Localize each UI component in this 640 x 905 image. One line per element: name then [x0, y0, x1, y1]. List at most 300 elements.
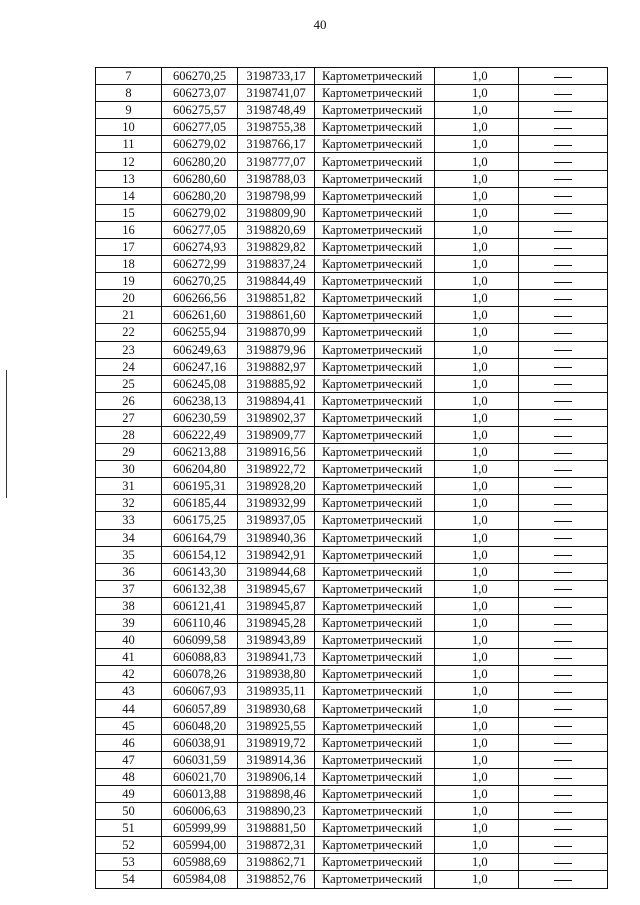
- dash-mark: [554, 128, 572, 129]
- dash-mark: [554, 77, 572, 78]
- method-cell: Картометрический: [315, 597, 435, 614]
- coordinates-table-body: [96, 68, 608, 889]
- dash-cell: [519, 204, 608, 221]
- method-cell: Картометрический: [315, 717, 435, 734]
- accuracy-cell: 1,0: [435, 649, 519, 666]
- point-number-cell: 20: [96, 290, 162, 307]
- accuracy-cell: 1,0: [435, 700, 519, 717]
- point-number-cell: 40: [96, 632, 162, 649]
- table-row: [96, 68, 608, 85]
- dash-cell: [519, 290, 608, 307]
- point-number-cell: 48: [96, 768, 162, 785]
- y-coordinate-cell: 3198941,73: [238, 649, 315, 666]
- x-coordinate-cell: 606204,80: [162, 461, 238, 478]
- accuracy-cell: 1,0: [435, 666, 519, 683]
- method-cell: Картометрический: [315, 85, 435, 102]
- dash-mark: [554, 658, 572, 659]
- dash-mark: [554, 692, 572, 693]
- y-coordinate-cell: 3198945,87: [238, 597, 315, 614]
- accuracy-cell: 1,0: [435, 478, 519, 495]
- dash-cell: [519, 529, 608, 546]
- accuracy-cell: 1,0: [435, 290, 519, 307]
- table-row: [96, 136, 608, 153]
- method-cell: Картометрический: [315, 461, 435, 478]
- dash-cell: [519, 666, 608, 683]
- method-cell: Картометрический: [315, 170, 435, 187]
- table-row: [96, 632, 608, 649]
- accuracy-cell: 1,0: [435, 273, 519, 290]
- table-row: [96, 529, 608, 546]
- dash-cell: [519, 597, 608, 614]
- x-coordinate-cell: 606272,99: [162, 256, 238, 273]
- dash-mark: [554, 641, 572, 642]
- dash-cell: [519, 375, 608, 392]
- point-number-cell: 41: [96, 649, 162, 666]
- dash-mark: [554, 743, 572, 744]
- dash-cell: [519, 461, 608, 478]
- method-cell: Картометрический: [315, 273, 435, 290]
- dash-mark: [554, 709, 572, 710]
- dash-cell: [519, 324, 608, 341]
- point-number-cell: 50: [96, 803, 162, 820]
- y-coordinate-cell: 3198902,37: [238, 409, 315, 426]
- accuracy-cell: 1,0: [435, 307, 519, 324]
- table-row: [96, 273, 608, 290]
- point-number-cell: 39: [96, 615, 162, 632]
- dash-mark: [554, 880, 572, 881]
- point-number-cell: 18: [96, 256, 162, 273]
- dash-cell: [519, 837, 608, 854]
- point-number-cell: 43: [96, 683, 162, 700]
- table-row: [96, 358, 608, 375]
- dash-mark: [554, 333, 572, 334]
- y-coordinate-cell: 3198741,07: [238, 85, 315, 102]
- table-row: [96, 700, 608, 717]
- table-row: [96, 546, 608, 563]
- dash-mark: [554, 265, 572, 266]
- accuracy-cell: 1,0: [435, 751, 519, 768]
- y-coordinate-cell: 3198798,99: [238, 187, 315, 204]
- table-row: [96, 563, 608, 580]
- accuracy-cell: 1,0: [435, 102, 519, 119]
- x-coordinate-cell: 606078,26: [162, 666, 238, 683]
- point-number-cell: 34: [96, 529, 162, 546]
- table-row: [96, 666, 608, 683]
- dash-cell: [519, 102, 608, 119]
- dash-cell: [519, 68, 608, 85]
- method-cell: Картометрический: [315, 615, 435, 632]
- y-coordinate-cell: 3198940,36: [238, 529, 315, 546]
- y-coordinate-cell: 3198861,60: [238, 307, 315, 324]
- y-coordinate-cell: 3198925,55: [238, 717, 315, 734]
- table-row: [96, 102, 608, 119]
- x-coordinate-cell: 606164,79: [162, 529, 238, 546]
- accuracy-cell: 1,0: [435, 580, 519, 597]
- accuracy-cell: 1,0: [435, 854, 519, 871]
- x-coordinate-cell: 605984,08: [162, 871, 238, 888]
- dash-cell: [519, 495, 608, 512]
- x-coordinate-cell: 606274,93: [162, 238, 238, 255]
- point-number-cell: 30: [96, 461, 162, 478]
- point-number-cell: 22: [96, 324, 162, 341]
- x-coordinate-cell: 606031,59: [162, 751, 238, 768]
- y-coordinate-cell: 3198945,28: [238, 615, 315, 632]
- point-number-cell: 25: [96, 375, 162, 392]
- method-cell: Картометрический: [315, 820, 435, 837]
- point-number-cell: 10: [96, 119, 162, 136]
- y-coordinate-cell: 3198937,05: [238, 512, 315, 529]
- x-coordinate-cell: 606185,44: [162, 495, 238, 512]
- point-number-cell: 11: [96, 136, 162, 153]
- method-cell: Картометрический: [315, 666, 435, 683]
- table-row: [96, 683, 608, 700]
- table-row: [96, 221, 608, 238]
- accuracy-cell: 1,0: [435, 136, 519, 153]
- dash-cell: [519, 85, 608, 102]
- dash-cell: [519, 649, 608, 666]
- table-row: [96, 615, 608, 632]
- y-coordinate-cell: 3198932,99: [238, 495, 315, 512]
- point-number-cell: 33: [96, 512, 162, 529]
- table-row: [96, 256, 608, 273]
- point-number-cell: 54: [96, 871, 162, 888]
- x-coordinate-cell: 606143,30: [162, 563, 238, 580]
- table-row: [96, 871, 608, 888]
- table-row: [96, 444, 608, 461]
- point-number-cell: 13: [96, 170, 162, 187]
- y-coordinate-cell: 3198851,82: [238, 290, 315, 307]
- y-coordinate-cell: 3198777,07: [238, 153, 315, 170]
- method-cell: Картометрический: [315, 153, 435, 170]
- accuracy-cell: 1,0: [435, 238, 519, 255]
- x-coordinate-cell: 605999,99: [162, 820, 238, 837]
- x-coordinate-cell: 606245,08: [162, 375, 238, 392]
- dash-mark: [554, 504, 572, 505]
- x-coordinate-cell: 606255,94: [162, 324, 238, 341]
- method-cell: Картометрический: [315, 512, 435, 529]
- dash-mark: [554, 846, 572, 847]
- accuracy-cell: 1,0: [435, 341, 519, 358]
- dash-cell: [519, 546, 608, 563]
- x-coordinate-cell: 606270,25: [162, 273, 238, 290]
- table-row: [96, 119, 608, 136]
- x-coordinate-cell: 606132,38: [162, 580, 238, 597]
- point-number-cell: 8: [96, 85, 162, 102]
- method-cell: Картометрический: [315, 68, 435, 85]
- x-coordinate-cell: 606222,49: [162, 426, 238, 443]
- method-cell: Картометрический: [315, 204, 435, 221]
- x-coordinate-cell: 606021,70: [162, 768, 238, 785]
- dash-cell: [519, 854, 608, 871]
- method-cell: Картометрический: [315, 187, 435, 204]
- dash-mark: [554, 231, 572, 232]
- y-coordinate-cell: 3198930,68: [238, 700, 315, 717]
- point-number-cell: 21: [96, 307, 162, 324]
- dash-mark: [554, 316, 572, 317]
- y-coordinate-cell: 3198882,97: [238, 358, 315, 375]
- point-number-cell: 32: [96, 495, 162, 512]
- dash-mark: [554, 829, 572, 830]
- point-number-cell: 45: [96, 717, 162, 734]
- dash-mark: [554, 367, 572, 368]
- point-number-cell: 24: [96, 358, 162, 375]
- table-row: [96, 290, 608, 307]
- x-coordinate-cell: 606067,93: [162, 683, 238, 700]
- accuracy-cell: 1,0: [435, 820, 519, 837]
- dash-cell: [519, 478, 608, 495]
- dash-mark: [554, 521, 572, 522]
- table-row: [96, 238, 608, 255]
- x-coordinate-cell: 606277,05: [162, 119, 238, 136]
- x-coordinate-cell: 606110,46: [162, 615, 238, 632]
- dash-cell: [519, 426, 608, 443]
- x-coordinate-cell: 606121,41: [162, 597, 238, 614]
- method-cell: Картометрический: [315, 444, 435, 461]
- dash-mark: [554, 145, 572, 146]
- dash-cell: [519, 444, 608, 461]
- accuracy-cell: 1,0: [435, 409, 519, 426]
- dash-mark: [554, 675, 572, 676]
- dash-mark: [554, 248, 572, 249]
- table-row: [96, 649, 608, 666]
- dash-mark: [554, 572, 572, 573]
- dash-cell: [519, 187, 608, 204]
- y-coordinate-cell: 3198870,99: [238, 324, 315, 341]
- accuracy-cell: 1,0: [435, 153, 519, 170]
- accuracy-cell: 1,0: [435, 563, 519, 580]
- x-coordinate-cell: 606099,58: [162, 632, 238, 649]
- x-coordinate-cell: 606279,02: [162, 136, 238, 153]
- x-coordinate-cell: 606048,20: [162, 717, 238, 734]
- y-coordinate-cell: 3198872,31: [238, 837, 315, 854]
- x-coordinate-cell: 606006,63: [162, 803, 238, 820]
- y-coordinate-cell: 3198766,17: [238, 136, 315, 153]
- dash-mark: [554, 299, 572, 300]
- accuracy-cell: 1,0: [435, 324, 519, 341]
- dash-cell: [519, 768, 608, 785]
- x-coordinate-cell: 606261,60: [162, 307, 238, 324]
- dash-cell: [519, 256, 608, 273]
- y-coordinate-cell: 3198862,71: [238, 854, 315, 871]
- dash-cell: [519, 632, 608, 649]
- dash-cell: [519, 307, 608, 324]
- dash-cell: [519, 221, 608, 238]
- point-number-cell: 19: [96, 273, 162, 290]
- point-number-cell: 49: [96, 785, 162, 802]
- dash-cell: [519, 580, 608, 597]
- method-cell: Картометрический: [315, 632, 435, 649]
- point-number-cell: 52: [96, 837, 162, 854]
- method-cell: Картометрический: [315, 580, 435, 597]
- dash-mark: [554, 282, 572, 283]
- dash-cell: [519, 170, 608, 187]
- accuracy-cell: 1,0: [435, 768, 519, 785]
- x-coordinate-cell: 606277,05: [162, 221, 238, 238]
- x-coordinate-cell: 606270,25: [162, 68, 238, 85]
- point-number-cell: 29: [96, 444, 162, 461]
- y-coordinate-cell: 3198881,50: [238, 820, 315, 837]
- x-coordinate-cell: 606279,02: [162, 204, 238, 221]
- x-coordinate-cell: 606280,20: [162, 187, 238, 204]
- point-number-cell: 53: [96, 854, 162, 871]
- margin-line: [6, 370, 7, 498]
- x-coordinate-cell: 606154,12: [162, 546, 238, 563]
- y-coordinate-cell: 3198890,23: [238, 803, 315, 820]
- method-cell: Картометрический: [315, 683, 435, 700]
- dash-cell: [519, 803, 608, 820]
- table-row: [96, 307, 608, 324]
- x-coordinate-cell: 606057,89: [162, 700, 238, 717]
- y-coordinate-cell: 3198820,69: [238, 221, 315, 238]
- point-number-cell: 17: [96, 238, 162, 255]
- accuracy-cell: 1,0: [435, 256, 519, 273]
- y-coordinate-cell: 3198942,91: [238, 546, 315, 563]
- point-number-cell: 47: [96, 751, 162, 768]
- y-coordinate-cell: 3198809,90: [238, 204, 315, 221]
- accuracy-cell: 1,0: [435, 837, 519, 854]
- x-coordinate-cell: 606195,31: [162, 478, 238, 495]
- dash-cell: [519, 136, 608, 153]
- point-number-cell: 38: [96, 597, 162, 614]
- accuracy-cell: 1,0: [435, 597, 519, 614]
- dash-mark: [554, 213, 572, 214]
- table-row: [96, 768, 608, 785]
- accuracy-cell: 1,0: [435, 734, 519, 751]
- dash-cell: [519, 341, 608, 358]
- y-coordinate-cell: 3198914,36: [238, 751, 315, 768]
- method-cell: Картометрический: [315, 478, 435, 495]
- method-cell: Картометрический: [315, 324, 435, 341]
- accuracy-cell: 1,0: [435, 221, 519, 238]
- dash-mark: [554, 487, 572, 488]
- table-row: [96, 512, 608, 529]
- table-row: [96, 85, 608, 102]
- dash-cell: [519, 785, 608, 802]
- y-coordinate-cell: 3198928,20: [238, 478, 315, 495]
- point-number-cell: 7: [96, 68, 162, 85]
- accuracy-cell: 1,0: [435, 375, 519, 392]
- table-row: [96, 461, 608, 478]
- point-number-cell: 28: [96, 426, 162, 443]
- y-coordinate-cell: 3198944,68: [238, 563, 315, 580]
- accuracy-cell: 1,0: [435, 871, 519, 888]
- method-cell: Картометрический: [315, 375, 435, 392]
- accuracy-cell: 1,0: [435, 495, 519, 512]
- dash-mark: [554, 538, 572, 539]
- table-row: [96, 170, 608, 187]
- method-cell: Картометрический: [315, 102, 435, 119]
- accuracy-cell: 1,0: [435, 444, 519, 461]
- dash-cell: [519, 717, 608, 734]
- method-cell: Картометрический: [315, 529, 435, 546]
- dash-mark: [554, 94, 572, 95]
- dash-mark: [554, 778, 572, 779]
- method-cell: Картометрический: [315, 649, 435, 666]
- dash-mark: [554, 555, 572, 556]
- x-coordinate-cell: 606088,83: [162, 649, 238, 666]
- table-row: [96, 717, 608, 734]
- y-coordinate-cell: 3198852,76: [238, 871, 315, 888]
- accuracy-cell: 1,0: [435, 615, 519, 632]
- accuracy-cell: 1,0: [435, 632, 519, 649]
- y-coordinate-cell: 3198922,72: [238, 461, 315, 478]
- y-coordinate-cell: 3198879,96: [238, 341, 315, 358]
- accuracy-cell: 1,0: [435, 785, 519, 802]
- x-coordinate-cell: 605994,00: [162, 837, 238, 854]
- method-cell: Картометрический: [315, 495, 435, 512]
- point-number-cell: 12: [96, 153, 162, 170]
- dash-cell: [519, 700, 608, 717]
- method-cell: Картометрический: [315, 290, 435, 307]
- accuracy-cell: 1,0: [435, 717, 519, 734]
- dash-cell: [519, 820, 608, 837]
- y-coordinate-cell: 3198943,89: [238, 632, 315, 649]
- dash-cell: [519, 871, 608, 888]
- method-cell: Картометрический: [315, 803, 435, 820]
- dash-cell: [519, 751, 608, 768]
- dash-cell: [519, 409, 608, 426]
- table-row: [96, 392, 608, 409]
- point-number-cell: 15: [96, 204, 162, 221]
- dash-cell: [519, 358, 608, 375]
- method-cell: Картометрический: [315, 341, 435, 358]
- table-row: [96, 580, 608, 597]
- point-number-cell: 37: [96, 580, 162, 597]
- dash-mark: [554, 470, 572, 471]
- method-cell: Картометрический: [315, 785, 435, 802]
- table-row: [96, 341, 608, 358]
- method-cell: Картометрический: [315, 221, 435, 238]
- table-row: [96, 478, 608, 495]
- dash-mark: [554, 196, 572, 197]
- dash-mark: [554, 111, 572, 112]
- dash-mark: [554, 760, 572, 761]
- point-number-cell: 26: [96, 392, 162, 409]
- x-coordinate-cell: 606266,56: [162, 290, 238, 307]
- dash-cell: [519, 615, 608, 632]
- method-cell: Картометрический: [315, 307, 435, 324]
- table-row: [96, 785, 608, 802]
- y-coordinate-cell: 3198837,24: [238, 256, 315, 273]
- method-cell: Картометрический: [315, 751, 435, 768]
- accuracy-cell: 1,0: [435, 358, 519, 375]
- table-row: [96, 495, 608, 512]
- y-coordinate-cell: 3198919,72: [238, 734, 315, 751]
- point-number-cell: 51: [96, 820, 162, 837]
- point-number-cell: 23: [96, 341, 162, 358]
- y-coordinate-cell: 3198935,11: [238, 683, 315, 700]
- method-cell: Картометрический: [315, 136, 435, 153]
- point-number-cell: 36: [96, 563, 162, 580]
- table-row: [96, 734, 608, 751]
- x-coordinate-cell: 606275,57: [162, 102, 238, 119]
- method-cell: Картометрический: [315, 871, 435, 888]
- x-coordinate-cell: 605988,69: [162, 854, 238, 871]
- dash-mark: [554, 795, 572, 796]
- method-cell: Картометрический: [315, 837, 435, 854]
- accuracy-cell: 1,0: [435, 683, 519, 700]
- method-cell: Картометрический: [315, 563, 435, 580]
- accuracy-cell: 1,0: [435, 204, 519, 221]
- method-cell: Картометрический: [315, 854, 435, 871]
- method-cell: Картометрический: [315, 734, 435, 751]
- dash-mark: [554, 453, 572, 454]
- dash-cell: [519, 734, 608, 751]
- point-number-cell: 14: [96, 187, 162, 204]
- x-coordinate-cell: 606230,59: [162, 409, 238, 426]
- method-cell: Картометрический: [315, 426, 435, 443]
- dash-mark: [554, 624, 572, 625]
